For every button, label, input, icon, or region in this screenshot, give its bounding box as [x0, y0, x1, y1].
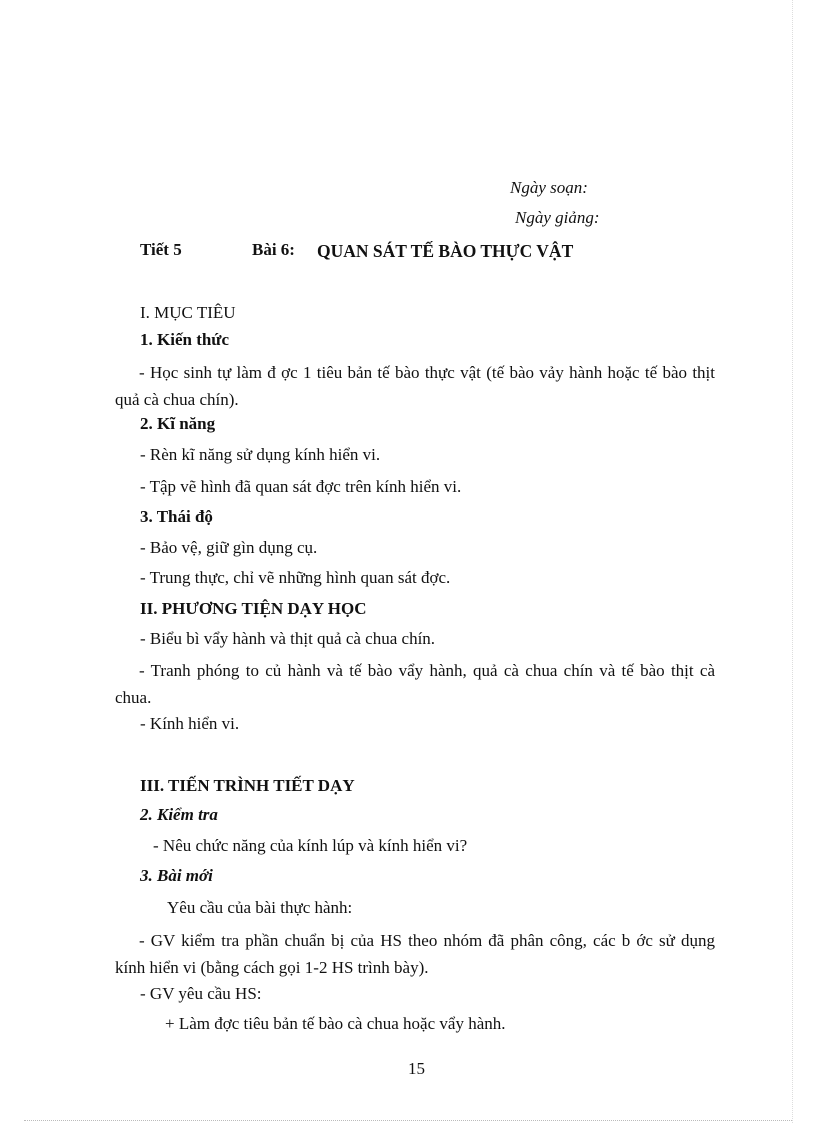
bai-moi-item-2: - GV yêu cầu HS:: [140, 984, 262, 1003]
phuong-tien-item-2: - Tranh phóng to củ hành và tế bào vẩy hành, quả cà chua chín và tế bào thịt cà chua.: [115, 661, 715, 707]
kiem-tra-question: - Nêu chức năng của kính lúp và kính hiển vi?: [153, 836, 468, 855]
phuong-tien-item-1: - Biểu bì vẩy hành và thịt quả cà chua chín.: [140, 629, 436, 648]
section-1-heading: I. MỤC TIÊU: [140, 303, 236, 322]
kiem-tra-heading: 2. Kiểm tra: [140, 805, 218, 824]
thai-do-item-1: - Bảo vệ, giữ gìn dụng cụ.: [140, 538, 318, 557]
bai-moi-item-1: - GV kiểm tra phần chuẩn bị của HS theo nhóm đã phân công, các b ớc sử dụng kính hiển vi (bằng cách gọi 1-2 HS trình bày).: [115, 931, 715, 977]
bai-moi-heading: 3. Bài mới: [140, 866, 213, 885]
ngay-soan: Ngày soạn:: [510, 178, 588, 197]
lesson-number: Bài 6:: [252, 240, 295, 259]
ki-nang-item-2: - Tập vẽ hình đã quan sát đợc trên kính hiển vi.: [140, 477, 462, 496]
kien-thuc-heading: 1. Kiến thức: [140, 330, 230, 349]
page-right-border: [792, 0, 793, 1123]
bai-moi-requirement: Yêu cầu của bài thực hành:: [167, 898, 353, 917]
lesson-period: Tiết 5: [140, 240, 182, 259]
kien-thuc-paragraph: - Học sinh tự làm đ ợc 1 tiêu bản tế bào thực vật (tế bào vảy hành hoặc tế bào thịt quả cà chua chín).: [115, 363, 715, 409]
phuong-tien-item-3: - Kính hiển vi.: [140, 714, 240, 733]
page-number: 15: [408, 1059, 425, 1078]
lesson-title: QUAN SÁT TẾ BÀO THỰC VẬT: [317, 241, 574, 261]
thai-do-item-2: - Trung thực, chỉ vẽ những hình quan sát đợc.: [140, 568, 451, 587]
thai-do-heading: 3. Thái độ: [140, 507, 213, 526]
ki-nang-heading: 2. Kĩ năng: [140, 414, 216, 433]
ki-nang-item-1: - Rèn kĩ năng sử dụng kính hiển vi.: [140, 445, 381, 464]
section-2-heading: II. PHƯƠNG TIỆN DẠY HỌC: [140, 599, 367, 618]
section-3-heading: III. TIẾN TRÌNH TIẾT DẠY: [140, 776, 355, 795]
page-bottom-border: [24, 1120, 792, 1121]
bai-moi-item-3: + Làm đợc tiêu bản tế bào cà chua hoặc vẩy hành.: [165, 1014, 506, 1033]
ngay-giang: Ngày giảng:: [515, 208, 600, 227]
